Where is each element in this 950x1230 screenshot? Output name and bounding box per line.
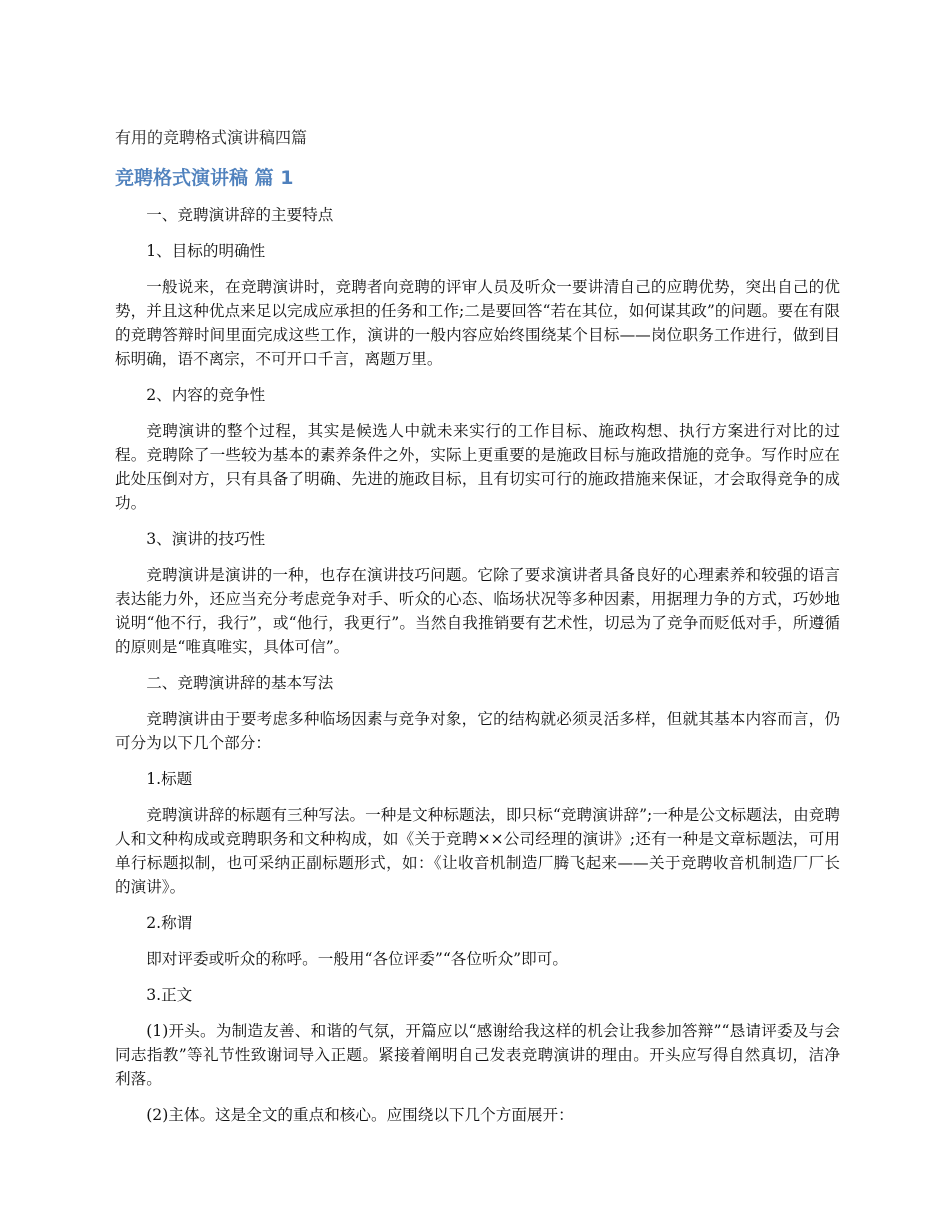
subheading-salutation: 2.称谓 <box>146 914 193 932</box>
section-heading: 竞聘格式演讲稿 篇 1 <box>115 167 294 189</box>
paragraph-speech-skill: 竞聘演讲是演讲的一种，也存在演讲技巧问题。它除了要求演讲者具备良好的心理素养和较强的语言表达能力外，还应当充分考虑竞争对手、听众的心态、临场状况等多种因素，用据理力争的方式，巧妙地说明“他不行，我行”，或“他行，我更行”。当然自我推销要有艺术性，切忌为了竞争而贬低对手，所遵循的原则是“唯真唯实，具体可信”。 <box>115 566 840 656</box>
paragraph-salutation: 即对评委或听众的称呼。一般用“各位评委”“各位听众”即可。 <box>146 950 568 968</box>
document-title: 有用的竞聘格式演讲稿四篇 <box>115 128 308 147</box>
paragraph-goal-clarity: 一般说来，在竞聘演讲时，竞聘者向竞聘的评审人员及听众一要讲清自己的应聘优势，突出自己的优势，并且这种优点来足以完成应承担的任务和工作;二是要回答“若在其位，如何谋其政”的问题。要在有限的竞聘答辩时间里面完成这些工作，演讲的一般内容应始终围绕某个目标——岗位职务工作进行，做到目标明确，语不离宗，不可开口千言，离题万里。 <box>115 278 840 368</box>
paragraph-basic-writing: 竞聘演讲由于要考虑多种临场因素与竞争对象，它的结构就必须灵活多样，但就其基本内容而言，仍可分为以下几个部分： <box>115 710 840 752</box>
paragraph-main-body: (2)主体。这是全文的重点和核心。应围绕以下几个方面展开： <box>146 1106 574 1124</box>
subheading-goal-clarity: 1、目标的明确性 <box>146 242 266 260</box>
subheading-speech-skill: 3、演讲的技巧性 <box>146 530 266 548</box>
document-body <box>115 203 840 1139</box>
paragraph-opening: (1)开头。为制造友善、和谐的气氛，开篇应以“感谢给我这样的机会让我参加答辩”“恳请评委及与会同志指教”等礼节性致谢词导入正题。紧接着阐明自己发表竞聘演讲的理由。开头应写得自然真切，洁净利落。 <box>115 1022 840 1088</box>
subheading-title: 1.标题 <box>146 770 193 788</box>
subheading-features: 一、竞聘演讲辞的主要特点 <box>146 206 334 224</box>
paragraph-content-competitiveness: 竞聘演讲的整个过程，其实是候选人中就未来实行的工作目标、施政构想、执行方案进行对比的过程。竞聘除了一些较为基本的素养条件之外，实际上更重要的是施政目标与施政措施的竞争。写作时应在此处压倒对方，只有具备了明确、先进的施政目标，且有切实可行的施政措施来保证，才会取得竞争的成功。 <box>115 422 840 512</box>
subheading-body: 3.正文 <box>146 986 193 1004</box>
subheading-basic-writing: 二、竞聘演讲辞的基本写法 <box>146 674 334 692</box>
subheading-content-competitiveness: 2、内容的竞争性 <box>146 386 266 404</box>
paragraph-title: 竞聘演讲辞的标题有三种写法。一种是文种标题法，即只标“竞聘演讲辞”;一种是公文标题法，由竞聘人和文种构成或竞聘职务和文种构成，如《关于竞聘××公司经理的演讲》;还有一种是文章标题法，可用单行标题拟制，也可采纳正副标题形式，如：《让收音机制造厂腾飞起来——关于竞聘收音机制造厂厂长的演讲》。 <box>115 806 840 896</box>
